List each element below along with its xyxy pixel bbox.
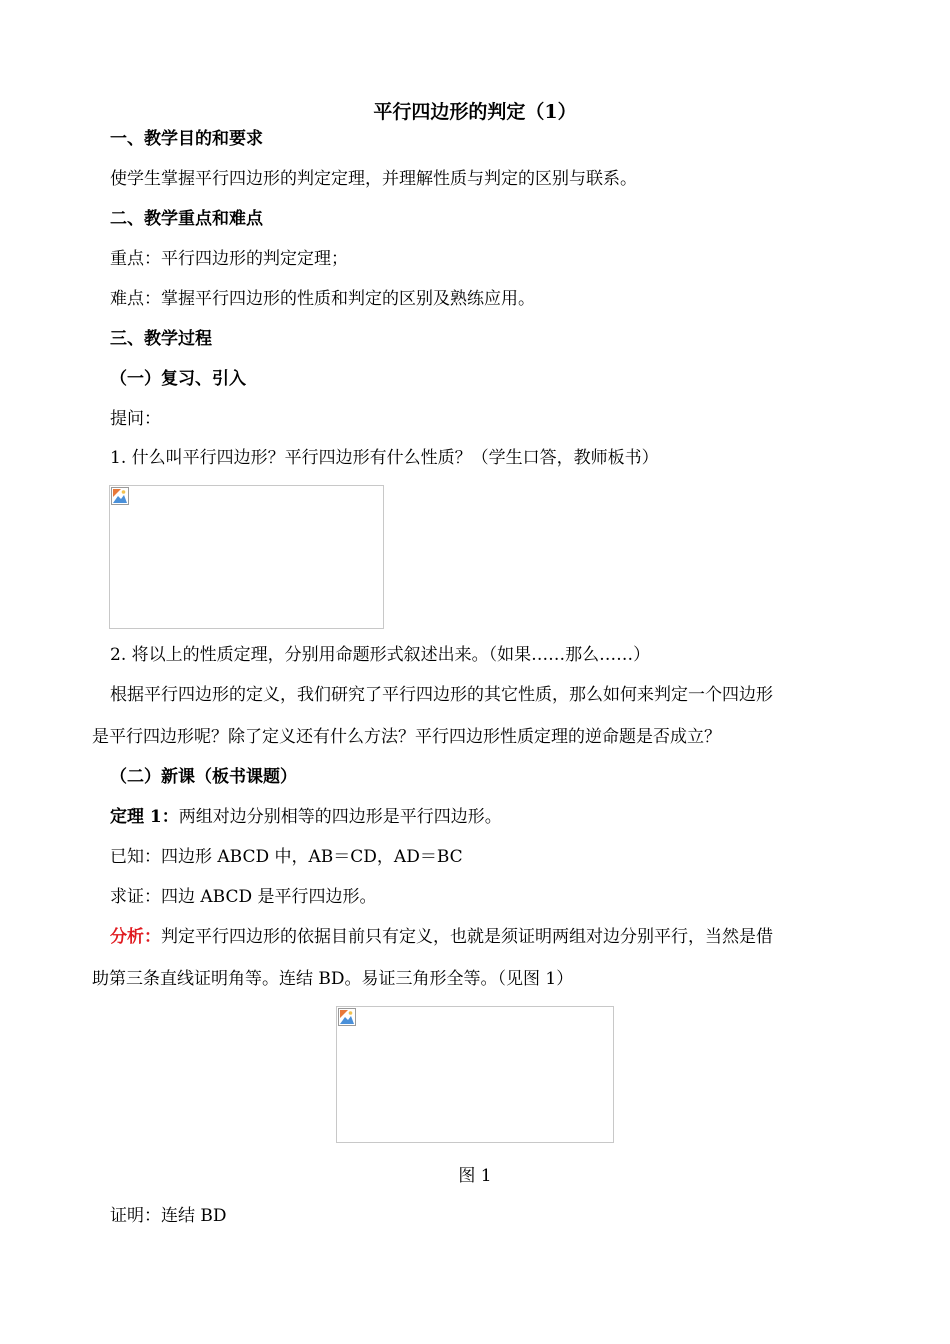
question-1: 1. 什么叫平行四边形？平行四边形有什么性质？（学生口答，教师板书） (110, 448, 659, 468)
page-title: 平行四边形的判定（1） (373, 101, 577, 123)
paragraph-line-2: 是平行四边形呢？除了定义还有什么方法？平行四边形性质定理的逆命题是否成立？ (92, 727, 721, 747)
broken-image-icon (111, 487, 129, 505)
objectives-text: 使学生掌握平行四边形的判定定理，并理解性质与判定的区别与联系。 (110, 169, 637, 189)
theorem-text: 两组对边分别相等的四边形是平行四边形。 (178, 807, 502, 827)
broken-image-icon (338, 1008, 356, 1026)
analysis-line-2: 助第三条直线证明角等。连结 BD。易证三角形全等。（见图 1） (92, 969, 574, 989)
prove-text: 求证：四边 ABCD 是平行四边形。 (110, 887, 377, 907)
subsection-review: （一）复习、引入 (110, 369, 246, 389)
section-heading-objectives: 一、教学目的和要求 (110, 129, 263, 149)
theorem-1 (110, 805, 502, 829)
analysis-line-1 (110, 925, 773, 949)
section-heading-process: 三、教学过程 (110, 329, 212, 349)
proof-text: 证明：连结 BD (110, 1206, 227, 1226)
subsection-new-lesson: （二）新课（板书课题） (110, 767, 297, 787)
key-point-text: 重点：平行四边形的判定定理； (110, 249, 348, 269)
given-text: 已知：四边形 ABCD 中，AB＝CD，AD＝BC (110, 847, 463, 867)
paragraph-line-1: 根据平行四边形的定义，我们研究了平行四边形的其它性质，那么如何来判定一个四边形 (110, 685, 773, 705)
image-placeholder-1 (109, 485, 384, 629)
ask-label: 提问： (110, 409, 161, 429)
difficulty-text: 难点：掌握平行四边形的性质和判定的区别及熟练应用。 (110, 289, 535, 309)
analysis-text-1: 判定平行四边形的依据目前只有定义，也就是须证明两组对边分别平行，当然是借 (161, 927, 773, 947)
analysis-label: 分析： (110, 927, 161, 947)
question-2: 2. 将以上的性质定理，分别用命题形式叙述出来。（如果……那么……） (110, 645, 651, 665)
image-placeholder-figure-1 (336, 1006, 614, 1143)
figure-caption: 图 1 (458, 1166, 492, 1186)
section-heading-key-points: 二、教学重点和难点 (110, 209, 263, 229)
theorem-label: 定理 1： (110, 807, 179, 827)
